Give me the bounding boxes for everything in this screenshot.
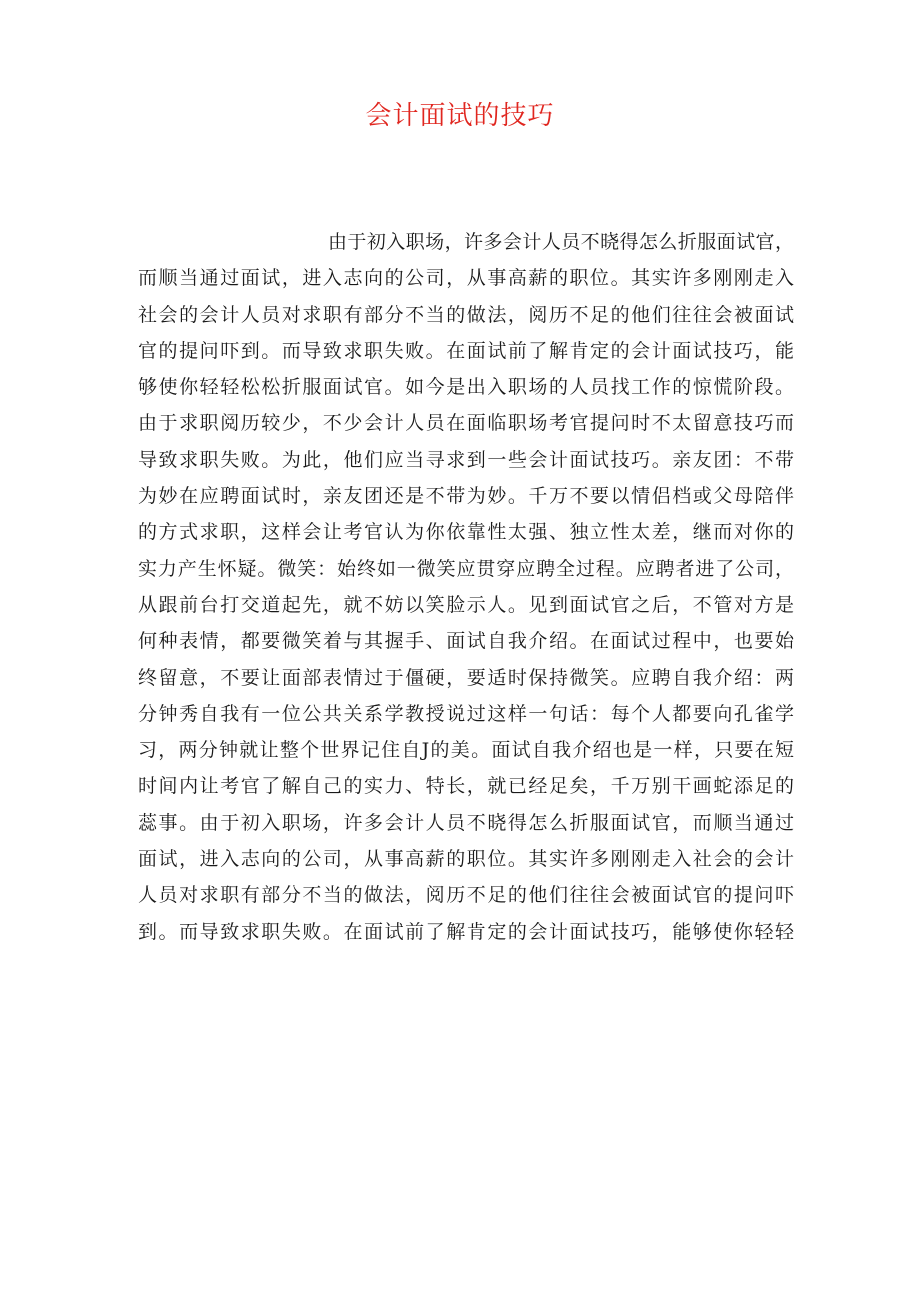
document-title: 会计面试的技巧 [365,101,555,131]
document-body [138,224,794,950]
text-line: 够使你轻轻松松折服面试官。如今是出入职场的人员找工作的惊慌阶段。 [138,376,794,399]
text-line: 社会的会计人员对求职有部分不当的做法，阅历不足的他们往往会被面试 [138,303,794,326]
text-line: 时间内让考官了解自己的实力、特长，就已经足矣，千万别干画蛇添足的 [138,775,794,798]
text-line: 人员对求职有部分不当的做法，阅历不足的他们往往会被面试官的提问吓 [138,884,794,907]
text-line: 的方式求职，这样会让考官认为你依靠性太强、独立性太差，继而对你的 [138,521,794,544]
text-line: 由于初入职场，许多会计人员不晓得怎么折服面试官， [328,231,794,253]
text-line: 习，两分钟就让整个世界记住自J的美。面试自我介绍也是一样，只要在短 [138,739,794,762]
text-line: 为妙在应聘面试时，亲友团还是不带为妙。千万不要以情侣档或父母陪伴 [138,485,794,508]
text-line: 官的提问吓到。而导致求职失败。在面试前了解肯定的会计面试技巧，能 [138,339,794,362]
text-line: 蕊事。由于初入职场，许多会计人员不晓得怎么折服面试官，而顺当通过 [138,811,794,834]
text-line: 从跟前台打交道起先，就不妨以笑脸示人。见到面试官之后，不管对方是 [138,593,794,616]
text-line: 面试，进入志向的公司，从事高薪的职位。其实许多刚刚走入社会的会计 [138,848,794,871]
text-line: 到。而导致求职失败。在面试前了解肯定的会计面试技巧，能够使你轻轻 [138,920,794,943]
text-line: 分钟秀自我有一位公共关系学教授说过这样一句话：每个人都要向孔雀学 [138,702,794,725]
text-line: 实力产生怀疑。微笑：始终如一微笑应贯穿应聘全过程。应聘者进了公司， [138,557,794,580]
text-line: 由于求职阅历较少，不少会计人员在面临职场考官提问时不太留意技巧而 [138,412,794,435]
text-line: 何种表情，都要微笑着与其握手、面试自我介绍。在面试过程中，也要始 [138,630,794,653]
text-line: 而顺当通过面试，进入志向的公司，从事高薪的职位。其实许多刚刚走入 [138,267,794,290]
text-line: 导致求职失败。为此，他们应当寻求到一些会计面试技巧。亲友团：不带 [138,448,794,471]
text-line: 终留意，不要让面部表情过于僵硬，要适时保持微笑。应聘自我介绍：两 [138,666,794,689]
